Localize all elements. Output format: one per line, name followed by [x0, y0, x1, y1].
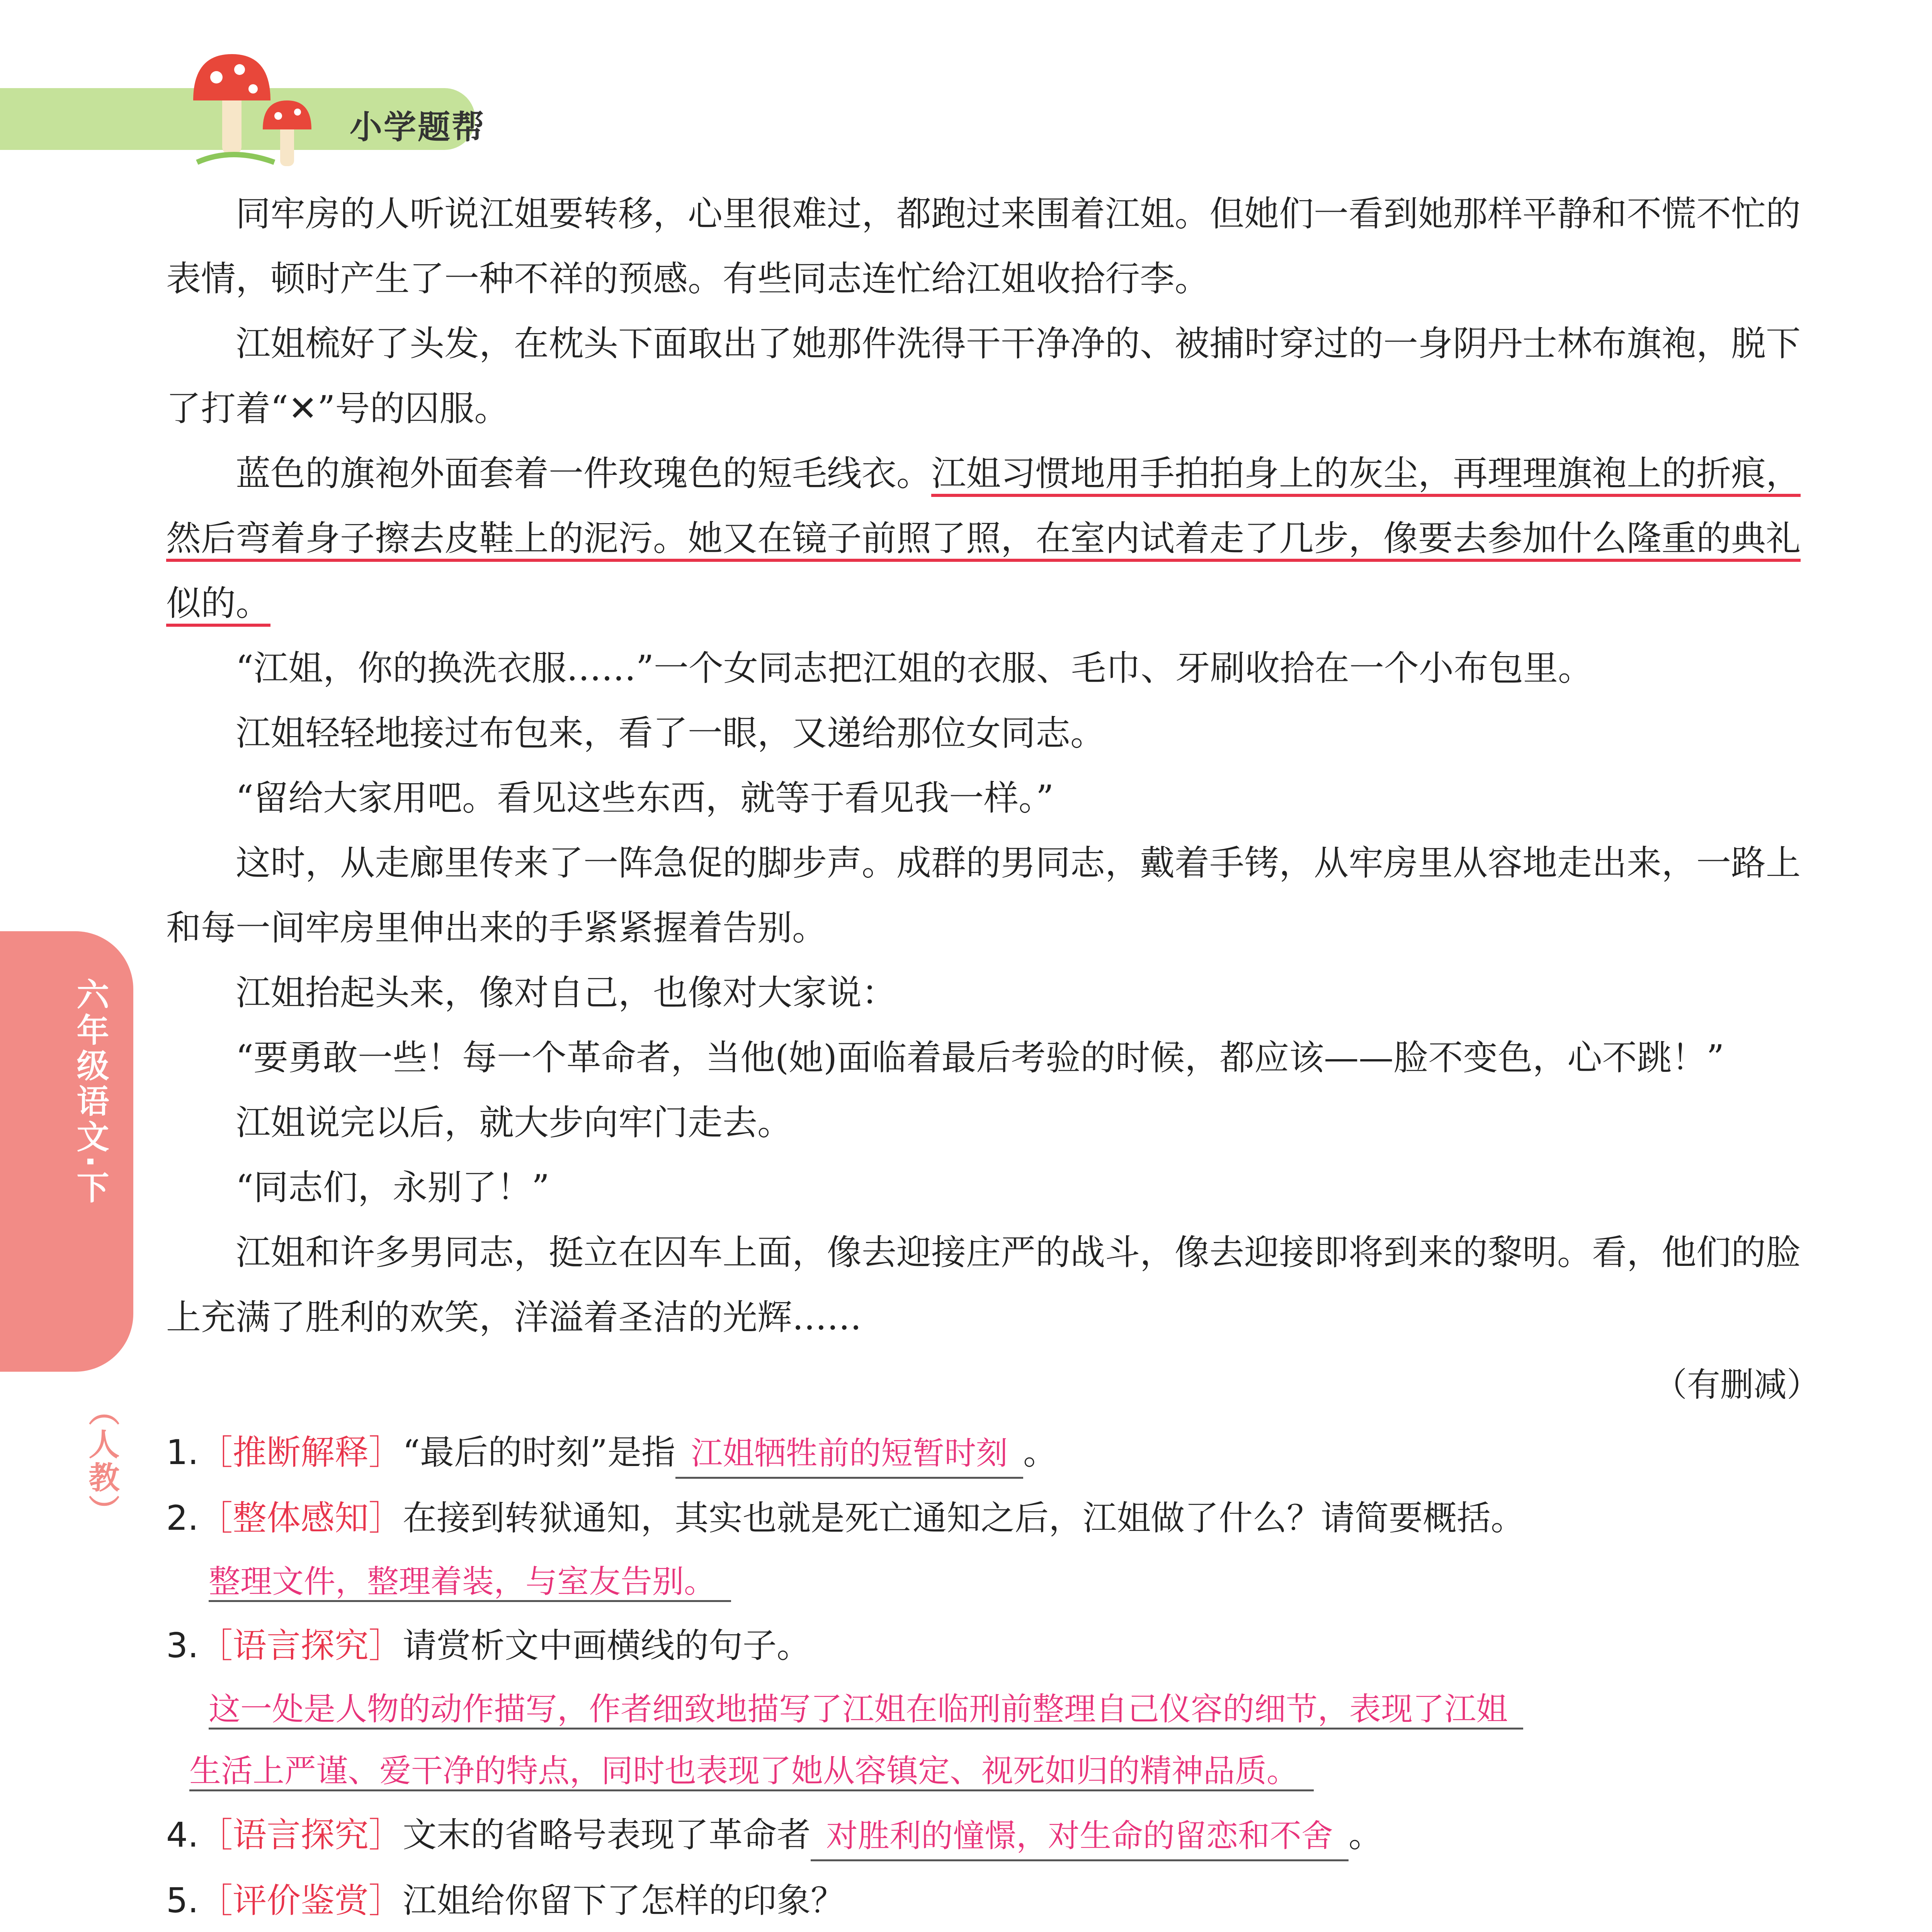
- question-4: [166, 1802, 1820, 1868]
- question-prompt: 在接到转狱通知，其实也就是死亡通知之后，江姐做了什么？请简要概括。: [402, 1498, 1525, 1538]
- question-number: 1.: [166, 1432, 199, 1472]
- answer-line[interactable]: [189, 1740, 1820, 1802]
- paragraph-start: 蓝色的旗袍外面套着一件玫瑰色的短毛线衣。: [236, 453, 931, 494]
- passage-paragraph: 江姐轻轻地接过布包来，看了一眼，又递给那位女同志。: [236, 713, 1105, 753]
- passage-paragraph: 江姐抬起头来，像对自己，也像对大家说：: [236, 973, 896, 1013]
- passage-paragraph: “同志们，永别了！”: [236, 1167, 550, 1208]
- answer-blank[interactable]: 江姐牺牲前的短暂时刻: [675, 1430, 1023, 1479]
- question-tag: ［推断解释］: [198, 1432, 403, 1472]
- passage-paragraph: 江姐梳好了头发，在枕头下面取出了她那件洗得干干净净的、被捕时穿过的一身阴丹士林布旗袍，脱下了打着“✕”号的囚服。: [166, 323, 1801, 429]
- question-prompt: “最后的时刻”是指: [402, 1432, 675, 1472]
- question-2: [166, 1485, 1820, 1551]
- grade-subject-label: 六年级语文·下: [71, 978, 109, 1206]
- underlined-sentence: 江姐习惯地用手拍拍身上的灰尘，再理理旗袍上的折痕，然后弯着身子擦去皮鞋上的泥污。她又在镜子前照了照，在室内试着走了几步，像要去参加什么隆重的典礼似的。: [166, 453, 1801, 624]
- passage-paragraph: “江姐，你的换洗衣服……”一个女同志把江姐的衣服、毛巾、牙刷收拾在一个小布包里。: [236, 648, 1593, 689]
- source-note: （有删减）: [1654, 1366, 1820, 1404]
- passage-paragraph: 江姐和许多男同志，挺立在囚车上面，像去迎接庄严的战斗，像去迎接即将到来的黎明。看，他们的脸上充满了胜利的欢笑，洋溢着圣洁的光辉……: [166, 1232, 1801, 1338]
- site-title: 小学题帮: [350, 108, 486, 146]
- passage-paragraph: 这时，从走廊里传来了一阵急促的脚步声。成群的男同志，戴着手铐，从牢房里从容地走出来，一路上和每一间牢房里伸出来的手紧紧握着告别。: [166, 843, 1801, 948]
- question-suffix: 。: [1023, 1432, 1057, 1472]
- question-prompt: 请赏析文中画横线的句子。: [402, 1626, 811, 1665]
- answer-text: 整理文件，整理着装，与室友告别。: [209, 1563, 731, 1602]
- passage-paragraph: 同牢房的人听说江姐要转移，心里很难过，都跑过来围着江姐。但她们一看到她那样平静和不慌不忙的表情，顿时产生了一种不祥的预感。有些同志连忙给江姐收拾行李。: [166, 194, 1801, 299]
- passage-paragraph-underlined: [166, 441, 1820, 636]
- question-number: 2.: [166, 1498, 199, 1538]
- answer-blank[interactable]: 对胜利的憧憬，对生命的留恋和不舍: [811, 1813, 1349, 1861]
- page-content: [166, 182, 1820, 1932]
- passage-paragraph: “要勇敢一些！每一个革命者，当他(她)面临着最后考验的时候，都应该——脸不变色，心不跳！”: [236, 1037, 1725, 1078]
- answer-line[interactable]: [209, 1551, 1820, 1613]
- question-tag: ［语言探究］: [198, 1815, 403, 1855]
- question-tag: ［评价鉴赏］: [198, 1881, 403, 1920]
- question-5: [166, 1868, 1820, 1932]
- question-number: 3.: [166, 1626, 199, 1665]
- question-suffix: 。: [1349, 1815, 1383, 1855]
- question-tag: ［整体感知］: [198, 1498, 403, 1538]
- answer-text: 这一处是人物的动作描写，作者细致地描写了江姐在临刑前整理自己仪容的细节，表现了江姐: [209, 1691, 1523, 1730]
- question-number: 5.: [166, 1881, 199, 1920]
- question-prompt: 江姐给你留下了怎样的印象？: [402, 1881, 845, 1920]
- question-number: 4.: [166, 1815, 199, 1855]
- question-tag: ［语言探究］: [198, 1626, 403, 1665]
- mushroom-logo-icon: [185, 46, 348, 178]
- answer-line[interactable]: [209, 1679, 1820, 1740]
- question-3: [166, 1613, 1820, 1679]
- question-prompt: 文末的省略号表现了革命者: [402, 1815, 811, 1855]
- question-1: [166, 1420, 1820, 1485]
- edition-label: （人教）: [83, 1395, 119, 1528]
- answer-text: 生活上严谨、爱干净的特点，同时也表现了她从容镇定、视死如归的精神品质。: [189, 1753, 1314, 1791]
- passage-paragraph: 江姐说完以后，就大步向牢门走去。: [236, 1102, 792, 1143]
- passage-paragraph: “留给大家用吧。看见这些东西，就等于看见我一样。”: [236, 778, 1054, 818]
